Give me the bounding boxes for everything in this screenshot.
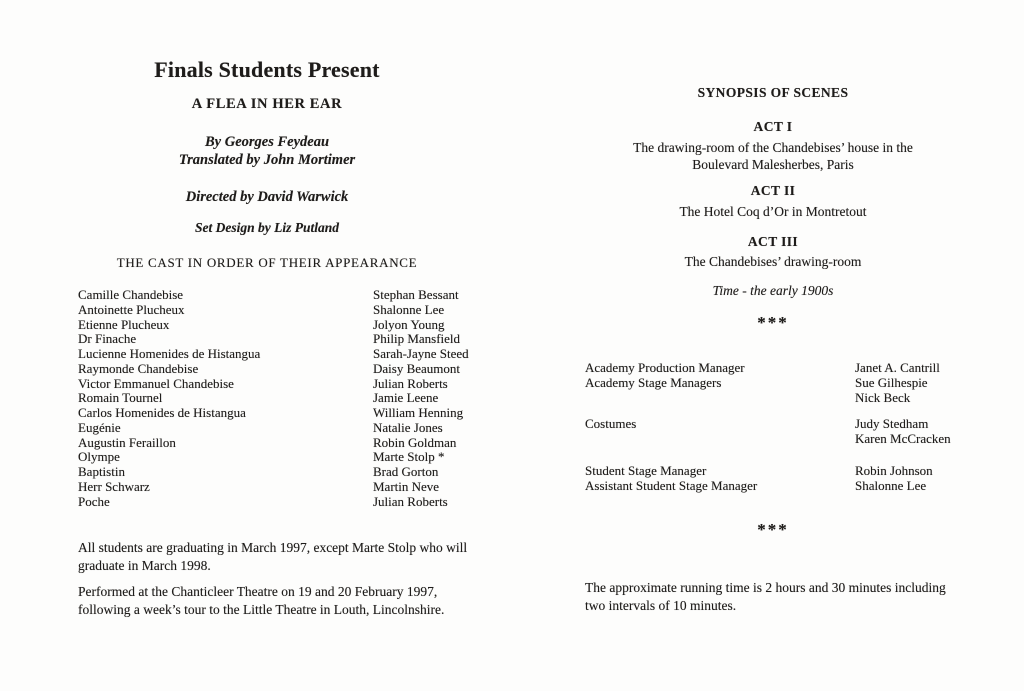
cast-row: [78, 332, 498, 347]
cast-character: Antoinette Plucheux: [78, 301, 185, 317]
cast-row: [78, 465, 498, 480]
cast-actor: Jolyon Young: [373, 316, 445, 332]
cast-actor: Robin Goldman: [373, 434, 457, 450]
cast-character: Romain Tournel: [78, 390, 163, 406]
cast-row: [78, 347, 498, 362]
staff-role: Academy Production Manager: [585, 360, 745, 375]
staff-group: [585, 361, 961, 405]
cast-character: Camille Chandebise: [78, 287, 184, 302]
act-block: [585, 234, 961, 270]
staff-group: [585, 464, 961, 494]
graduation-note: [78, 539, 508, 575]
act-heading: ACT III: [747, 234, 799, 249]
cast-actor: Shalonne Lee: [373, 301, 445, 317]
running-time-line: two intervals of 10 minutes.: [585, 598, 737, 613]
staff-name: Sue Gilhespie: [855, 374, 928, 390]
cast-actor: Marte Stolp *: [373, 449, 445, 465]
cast-actor: Philip Mansfield: [373, 331, 461, 347]
staff-name: Karen McCracken: [855, 431, 951, 447]
cast-row: [78, 391, 498, 406]
cast-actor: Brad Gorton: [373, 464, 439, 479]
cast-actor: Natalie Jones: [373, 419, 443, 435]
staff-role: [585, 432, 855, 447]
staff-row: [585, 361, 961, 376]
cast-character: Olympe: [78, 449, 120, 465]
staff-row: [585, 376, 961, 391]
graduation-note-line: All students are graduating in March 1997, except Marte Stolp who will: [78, 540, 468, 555]
cast-list: [78, 288, 498, 509]
staff-name: Shalonne Lee: [855, 477, 927, 493]
act-scene-line: Boulevard Malesherbes, Paris: [692, 157, 854, 172]
cast-heading: THE CAST IN ORDER OF THEIR APPEARANCE: [116, 255, 418, 270]
staff-row: [585, 417, 961, 432]
cast-row: [78, 406, 498, 421]
staff-row: [585, 391, 961, 406]
staff-role: Academy Stage Managers: [585, 374, 722, 390]
staff-role: [585, 391, 855, 406]
act-scene: [585, 253, 961, 270]
cast-actor: Daisy Beaumont: [373, 360, 461, 376]
staff-row: [585, 464, 961, 479]
translator-line: Translated by John Mortimer: [178, 151, 356, 168]
staff-name: Janet A. Cantrill: [855, 360, 940, 375]
running-time-note: [585, 579, 985, 615]
act-scene-line: The Hotel Coq d’Or in Montretout: [679, 204, 867, 219]
divider-asterisks: ***: [757, 520, 789, 539]
cast-actor: Sarah-Jayne Steed: [373, 346, 469, 361]
cast-actor: Julian Roberts: [373, 493, 448, 509]
presenter-line: Finals Students Present: [154, 57, 380, 82]
cast-row: [78, 288, 498, 303]
staff-role: Student Stage Manager: [585, 462, 707, 478]
performance-note-line: Performed at the Chanticleer Theatre on 19 and 20 February 1997,: [78, 584, 438, 599]
cast-row: [78, 480, 498, 495]
act-scene-line: The drawing-room of the Chandebises’ house in the: [633, 140, 913, 155]
byline-block: [78, 134, 456, 169]
cast-row: [78, 421, 498, 436]
performance-note-line: following a week’s tour to the Little Theatre in Louth, Lincolnshire.: [78, 602, 445, 617]
cast-character: Eugénie: [78, 419, 121, 435]
play-title: A FLEA IN HER EAR: [191, 96, 343, 112]
staff-group: [585, 417, 961, 447]
cast-row: [78, 303, 498, 318]
cast-actor: Martin Neve: [373, 478, 440, 494]
cast-character: Etienne Plucheux: [78, 316, 170, 332]
staff-role: Assistant Student Stage Manager: [585, 477, 758, 493]
staff-name: Judy Stedham: [855, 416, 929, 432]
cast-row: [78, 318, 498, 333]
cast-row: [78, 377, 498, 392]
cast-character: Dr Finache: [78, 331, 137, 347]
cast-character: Poche: [78, 493, 110, 509]
cast-character: Victor Emmanuel Chandebise: [78, 375, 234, 391]
graduation-note-line: graduate in March 1998.: [78, 558, 211, 573]
cast-actor: Stephan Bessant: [373, 287, 459, 302]
cast-row: [78, 495, 498, 510]
director-line: Directed by David Warwick: [185, 189, 349, 205]
staff-row: [585, 479, 961, 494]
staff-name: Nick Beck: [855, 389, 911, 405]
cast-actor: Julian Roberts: [373, 375, 448, 391]
synopsis-heading: SYNOPSIS OF SCENES: [697, 85, 849, 100]
act-heading: ACT II: [750, 183, 796, 198]
cast-row: [78, 450, 498, 465]
act-heading: ACT I: [753, 119, 793, 134]
cast-character: Raymonde Chandebise: [78, 360, 199, 376]
performance-note: [78, 583, 508, 619]
cast-character: Augustin Feraillon: [78, 434, 176, 450]
cast-row: [78, 436, 498, 451]
cast-row: [78, 362, 498, 377]
byline: By Georges Feydeau: [204, 134, 330, 150]
staff-list: [585, 361, 961, 494]
running-time-line: The approximate running time is 2 hours and 30 minutes including: [585, 580, 946, 595]
cast-character: Baptistin: [78, 464, 125, 479]
cast-actor: Jamie Leene: [373, 390, 439, 406]
act-block: [585, 119, 961, 173]
act-scene: [585, 139, 961, 173]
set-design-line: Set Design by Liz Putland: [194, 220, 339, 235]
cast-character: Herr Schwarz: [78, 478, 150, 494]
staff-row: [585, 432, 961, 447]
act-scene: [585, 203, 961, 220]
cast-character: Lucienne Homenides de Histangua: [78, 346, 261, 361]
staff-role: Costumes: [585, 416, 637, 432]
act-scene-line: The Chandebises’ drawing-room: [684, 254, 862, 269]
staff-name: Robin Johnson: [855, 462, 933, 478]
cast-actor: William Henning: [373, 405, 464, 420]
act-block: [585, 183, 961, 220]
time-note: Time - the early 1900s: [712, 283, 834, 298]
cast-character: Carlos Homenides de Histangua: [78, 405, 246, 420]
divider-asterisks: ***: [757, 313, 789, 332]
